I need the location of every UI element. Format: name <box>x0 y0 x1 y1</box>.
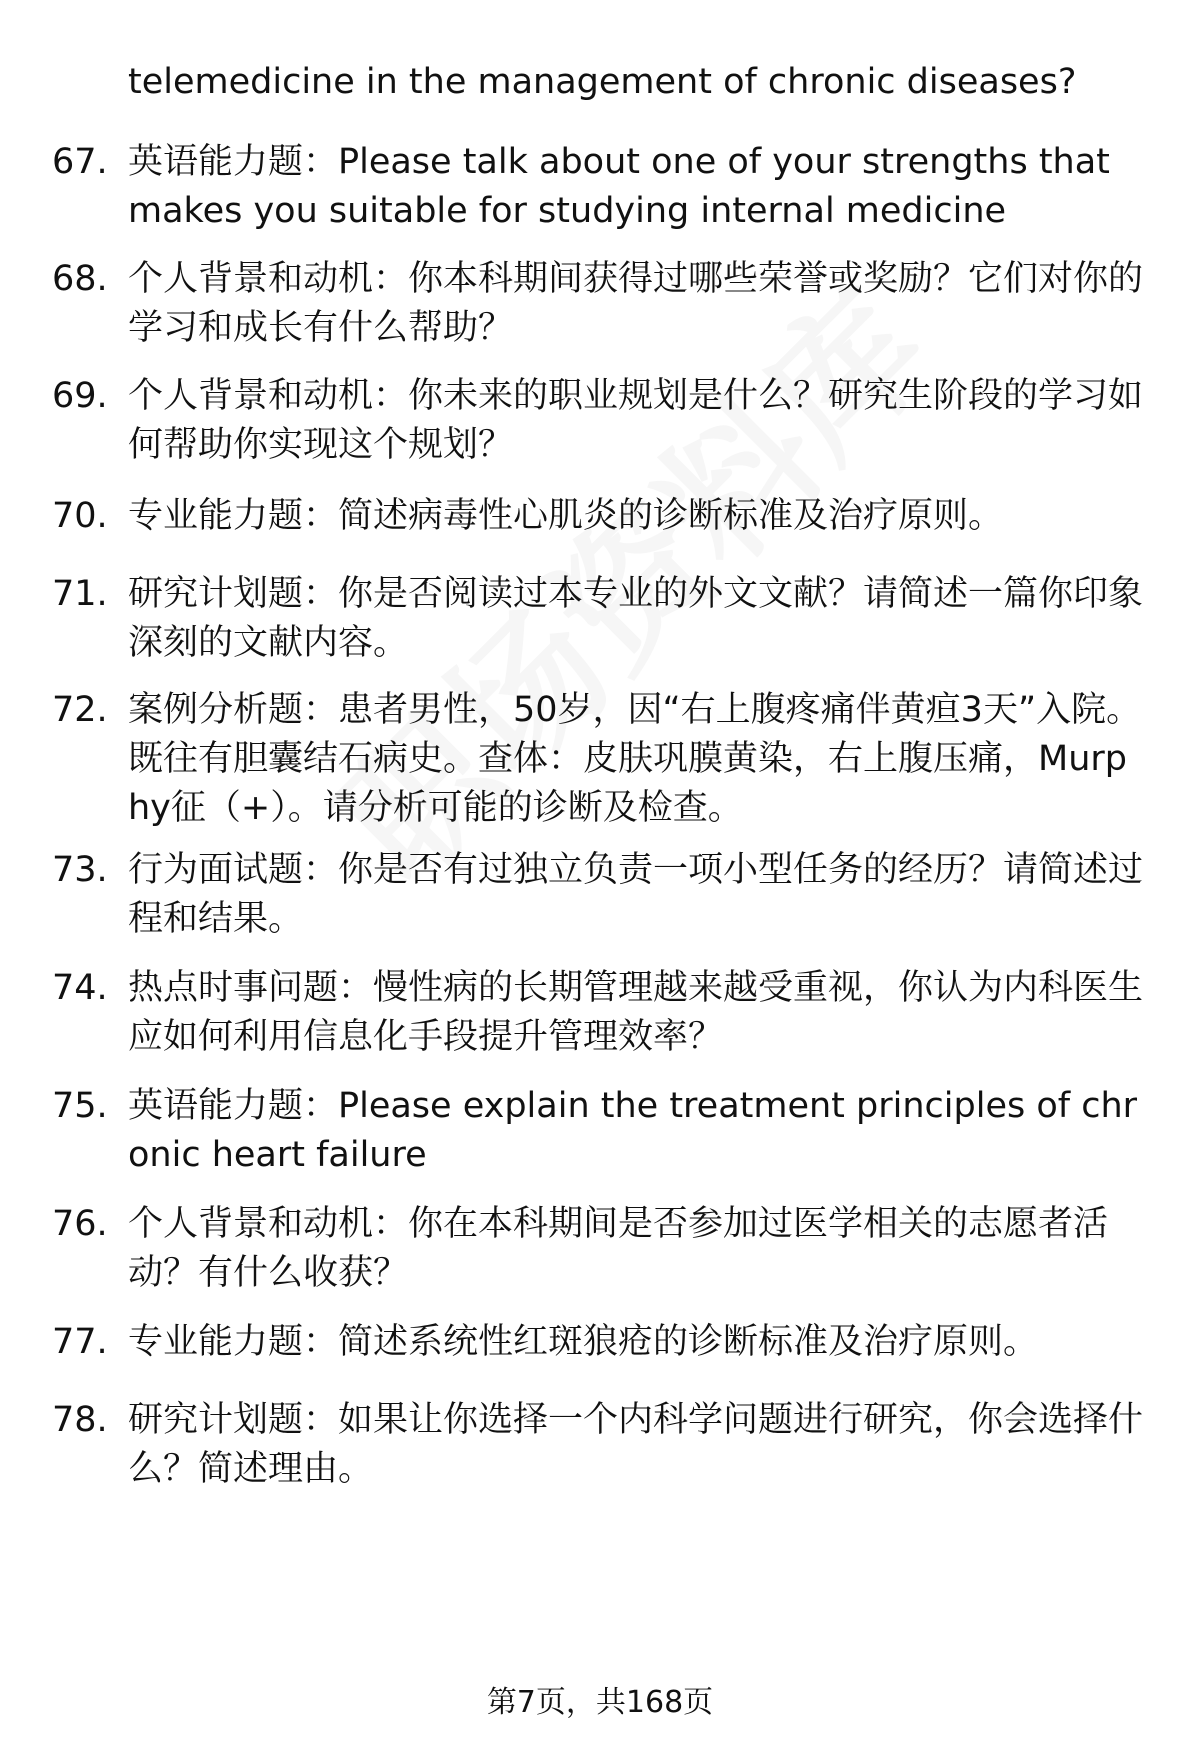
question-text: 英语能力题：Please talk about one of your strengths that makes you suitable for studying internal medicine <box>128 142 1110 231</box>
question-text: 个人背景和动机：你在本科期间是否参加过医学相关的志愿者活动？有什么收获？ <box>128 1204 1109 1293</box>
continued-question-text: telemedicine in the management of chronic diseases? <box>128 62 1077 102</box>
question-number: 74. <box>52 968 108 1008</box>
question-number: 75. <box>52 1086 108 1126</box>
question-number: 78. <box>52 1400 108 1440</box>
question-number: 69. <box>52 376 108 416</box>
page-number-footer: 第7页，共168页 <box>486 1685 714 1720</box>
question-text: 热点时事问题：慢性病的长期管理越来越受重视，你认为内科医生应如何利用信息化手段提升管理效率？ <box>128 968 1144 1057</box>
question-text: 行为面试题：你是否有过独立负责一项小型任务的经历？请简述过程和结果。 <box>128 850 1144 939</box>
question-number: 76. <box>52 1204 108 1244</box>
question-text: 个人背景和动机：你未来的职业规划是什么？研究生阶段的学习如何帮助你实现这个规划？ <box>128 376 1144 465</box>
question-text: 研究计划题：如果让你选择一个内科学问题进行研究，你会选择什么？简述理由。 <box>128 1400 1144 1489</box>
question-number: 77. <box>52 1322 108 1362</box>
question-text: 个人背景和动机：你本科期间获得过哪些荣誉或奖励？它们对你的学习和成长有什么帮助？ <box>128 259 1144 348</box>
question-number: 72. <box>52 690 108 730</box>
question-number: 67. <box>52 142 108 182</box>
question-number: 71. <box>52 574 108 614</box>
question-text: 研究计划题：你是否阅读过本专业的外文文献？请简述一篇你印象深刻的文献内容。 <box>128 574 1144 663</box>
question-number: 73. <box>52 850 108 890</box>
question-number: 68. <box>52 259 108 299</box>
question-text: 专业能力题：简述病毒性心肌炎的诊断标准及治疗原则。 <box>128 496 1004 536</box>
question-text: 英语能力题：Please explain the treatment principles of chronic heart failure <box>128 1086 1138 1175</box>
question-text: 专业能力题：简述系统性红斑狼疮的诊断标准及治疗原则。 <box>128 1322 1039 1362</box>
question-text: 案例分析题：患者男性，50岁，因“右上腹疼痛伴黄疸3天”入院。既往有胆囊结石病史。查体：皮肤巩膜黄染，右上腹压痛，Murphy征（+）。请分析可能的诊断及检查。 <box>128 690 1142 828</box>
question-number: 70. <box>52 496 108 536</box>
